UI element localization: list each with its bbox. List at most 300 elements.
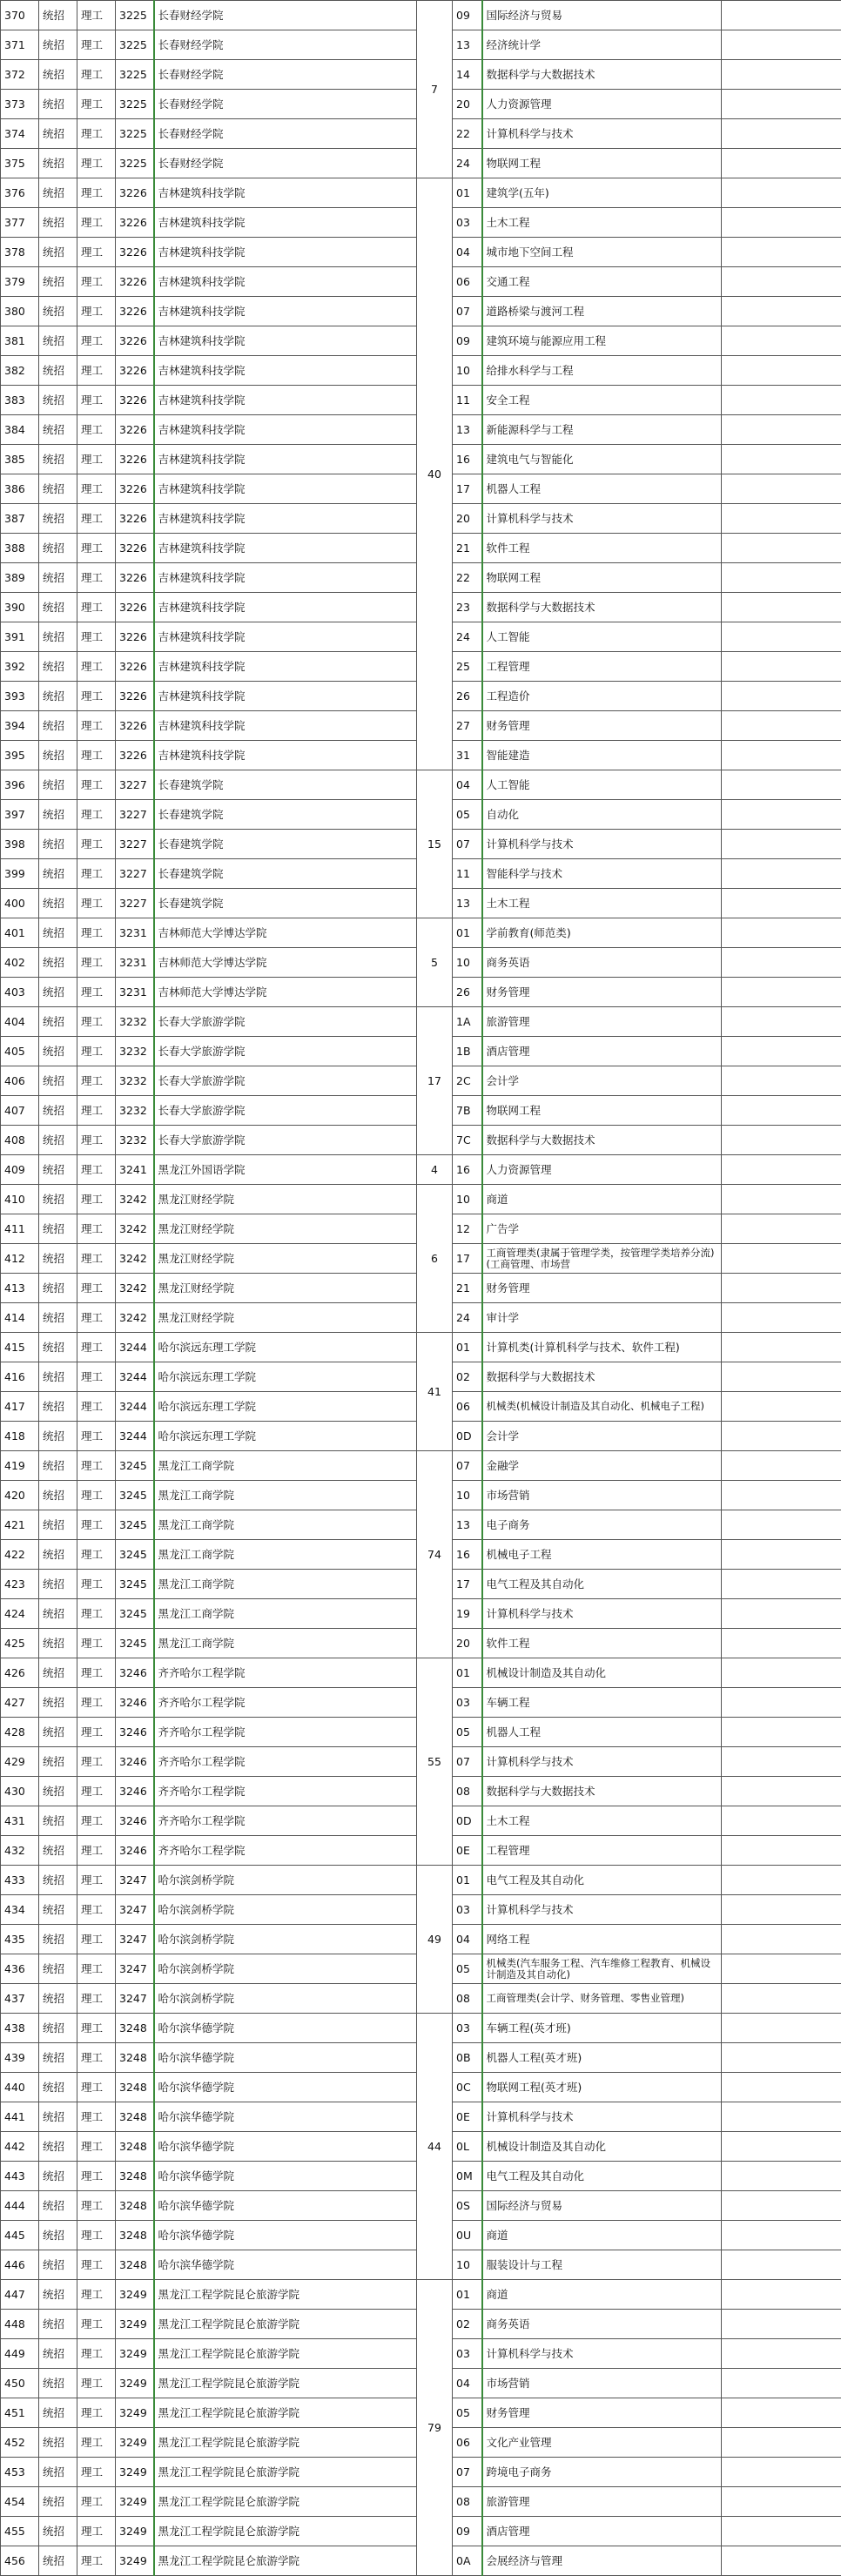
table-row bbox=[1, 1155, 841, 1185]
school-code-cell: 3226 bbox=[116, 622, 154, 652]
major-code-cell: 09 bbox=[453, 1, 482, 30]
school-code-cell: 3226 bbox=[116, 386, 154, 415]
school-code-cell: 3225 bbox=[116, 60, 154, 90]
major-code-cell: 20 bbox=[453, 1629, 482, 1658]
subject-category-cell: 理工 bbox=[77, 534, 116, 563]
enrollment-type-cell: 统招 bbox=[39, 1984, 77, 2014]
school-code-cell: 3226 bbox=[116, 267, 154, 297]
major-code-cell: 20 bbox=[453, 504, 482, 534]
school-name-cell: 黑龙江工商学院 bbox=[154, 1540, 417, 1570]
remarks-cell bbox=[722, 1244, 841, 1274]
major-code-cell: 01 bbox=[453, 2280, 482, 2310]
school-name-cell: 黑龙江工商学院 bbox=[154, 1451, 417, 1481]
remarks-cell bbox=[722, 2428, 841, 2458]
subject-category-cell: 理工 bbox=[77, 2221, 116, 2250]
major-name-cell: 数据科学与大数据技术 bbox=[482, 593, 722, 622]
row-number-cell: 455 bbox=[1, 2517, 39, 2546]
school-name-cell: 黑龙江工商学院 bbox=[154, 1599, 417, 1629]
row-number-cell: 374 bbox=[1, 119, 39, 149]
enrollment-type-cell: 统招 bbox=[39, 2280, 77, 2310]
row-number-cell: 456 bbox=[1, 2546, 39, 2576]
school-name-cell: 齐齐哈尔工程学院 bbox=[154, 1777, 417, 1806]
remarks-cell bbox=[722, 2546, 841, 2576]
school-code-cell: 3248 bbox=[116, 2191, 154, 2221]
school-code-cell: 3246 bbox=[116, 1688, 154, 1718]
subject-category-cell: 理工 bbox=[77, 2339, 116, 2369]
major-name-cell: 酒店管理 bbox=[482, 2517, 722, 2546]
remarks-cell bbox=[722, 2487, 841, 2517]
school-name-cell: 吉林师范大学博达学院 bbox=[154, 978, 417, 1007]
school-name-cell: 哈尔滨华德学院 bbox=[154, 2073, 417, 2102]
school-name-cell: 哈尔滨华德学院 bbox=[154, 2132, 417, 2162]
subject-category-cell: 理工 bbox=[77, 1185, 116, 1214]
subject-category-cell: 理工 bbox=[77, 1, 116, 30]
school-code-cell: 3227 bbox=[116, 859, 154, 889]
row-number-cell: 402 bbox=[1, 948, 39, 978]
major-code-cell: 10 bbox=[453, 1185, 482, 1214]
major-code-cell: 02 bbox=[453, 1362, 482, 1392]
major-code-cell: 21 bbox=[453, 1274, 482, 1303]
school-name-cell: 吉林建筑科技学院 bbox=[154, 534, 417, 563]
row-number-cell: 403 bbox=[1, 978, 39, 1007]
row-number-cell: 449 bbox=[1, 2339, 39, 2369]
school-name-cell: 哈尔滨远东理工学院 bbox=[154, 1392, 417, 1422]
school-code-cell: 3244 bbox=[116, 1333, 154, 1362]
row-number-cell: 379 bbox=[1, 267, 39, 297]
major-code-cell: 03 bbox=[453, 2339, 482, 2369]
major-name-cell: 广告学 bbox=[482, 1214, 722, 1244]
school-name-cell: 哈尔滨华德学院 bbox=[154, 2191, 417, 2221]
subject-category-cell: 理工 bbox=[77, 1362, 116, 1392]
remarks-cell bbox=[722, 1007, 841, 1037]
major-code-cell: 16 bbox=[453, 1540, 482, 1570]
major-code-cell: 07 bbox=[453, 830, 482, 859]
enrollment-type-cell: 统招 bbox=[39, 1451, 77, 1481]
remarks-cell bbox=[722, 415, 841, 445]
remarks-cell bbox=[722, 1451, 841, 1481]
major-name-cell: 经济统计学 bbox=[482, 30, 722, 60]
enrollment-type-cell: 统招 bbox=[39, 534, 77, 563]
major-code-cell: 05 bbox=[453, 1718, 482, 1747]
row-number-cell: 433 bbox=[1, 1866, 39, 1895]
subject-category-cell: 理工 bbox=[77, 1244, 116, 1274]
enrollment-type-cell: 统招 bbox=[39, 1362, 77, 1392]
major-code-cell: 0E bbox=[453, 1836, 482, 1866]
enrollment-type-cell: 统招 bbox=[39, 682, 77, 711]
enrollment-type-cell: 统招 bbox=[39, 1007, 77, 1037]
major-name-cell: 商务英语 bbox=[482, 2310, 722, 2339]
school-name-cell: 哈尔滨华德学院 bbox=[154, 2250, 417, 2280]
row-number-cell: 375 bbox=[1, 149, 39, 178]
major-name-cell: 新能源科学与工程 bbox=[482, 415, 722, 445]
row-number-cell: 391 bbox=[1, 622, 39, 652]
enrollment-type-cell: 统招 bbox=[39, 1895, 77, 1925]
school-name-cell: 齐齐哈尔工程学院 bbox=[154, 1658, 417, 1688]
major-name-cell: 物联网工程 bbox=[482, 149, 722, 178]
subject-category-cell: 理工 bbox=[77, 208, 116, 238]
subject-category-cell: 理工 bbox=[77, 60, 116, 90]
enrollment-type-cell: 统招 bbox=[39, 504, 77, 534]
school-code-cell: 3226 bbox=[116, 415, 154, 445]
row-number-cell: 413 bbox=[1, 1274, 39, 1303]
subject-category-cell: 理工 bbox=[77, 445, 116, 474]
remarks-cell bbox=[722, 2398, 841, 2428]
major-code-cell: 07 bbox=[453, 2458, 482, 2487]
subject-category-cell: 理工 bbox=[77, 30, 116, 60]
row-number-cell: 373 bbox=[1, 90, 39, 119]
major-name-cell: 车辆工程(英才班) bbox=[482, 2014, 722, 2043]
subject-category-cell: 理工 bbox=[77, 1718, 116, 1747]
remarks-cell bbox=[722, 356, 841, 386]
row-number-cell: 398 bbox=[1, 830, 39, 859]
remarks-cell bbox=[722, 1096, 841, 1126]
major-code-cell: 03 bbox=[453, 2014, 482, 2043]
enrollment-type-cell: 统招 bbox=[39, 60, 77, 90]
major-name-cell: 数据科学与大数据技术 bbox=[482, 1362, 722, 1392]
row-number-cell: 441 bbox=[1, 2102, 39, 2132]
school-name-cell: 黑龙江工商学院 bbox=[154, 1481, 417, 1510]
row-number-cell: 393 bbox=[1, 682, 39, 711]
major-code-cell: 0L bbox=[453, 2132, 482, 2162]
remarks-cell bbox=[722, 1836, 841, 1866]
school-name-cell: 齐齐哈尔工程学院 bbox=[154, 1747, 417, 1777]
major-code-cell: 03 bbox=[453, 208, 482, 238]
subject-category-cell: 理工 bbox=[77, 2369, 116, 2398]
major-name-cell: 智能科学与技术 bbox=[482, 859, 722, 889]
remarks-cell bbox=[722, 652, 841, 682]
school-name-cell: 长春大学旅游学院 bbox=[154, 1037, 417, 1066]
enrollment-type-cell: 统招 bbox=[39, 1658, 77, 1688]
enrollment-type-cell: 统招 bbox=[39, 1599, 77, 1629]
subject-category-cell: 理工 bbox=[77, 1451, 116, 1481]
subject-category-cell: 理工 bbox=[77, 800, 116, 830]
school-code-cell: 3226 bbox=[116, 593, 154, 622]
enrollment-type-cell: 统招 bbox=[39, 1185, 77, 1214]
school-name-cell: 哈尔滨远东理工学院 bbox=[154, 1422, 417, 1451]
row-number-cell: 415 bbox=[1, 1333, 39, 1362]
enrollment-type-cell: 统招 bbox=[39, 326, 77, 356]
remarks-cell bbox=[722, 2517, 841, 2546]
subject-category-cell: 理工 bbox=[77, 2250, 116, 2280]
school-name-cell: 长春建筑学院 bbox=[154, 800, 417, 830]
row-number-cell: 389 bbox=[1, 563, 39, 593]
enrollment-type-cell: 统招 bbox=[39, 1096, 77, 1126]
subject-category-cell: 理工 bbox=[77, 1037, 116, 1066]
row-number-cell: 401 bbox=[1, 918, 39, 948]
remarks-cell bbox=[722, 1866, 841, 1895]
enrollment-type-cell: 统招 bbox=[39, 563, 77, 593]
major-code-cell: 25 bbox=[453, 652, 482, 682]
enrollment-type-cell: 统招 bbox=[39, 238, 77, 267]
row-number-cell: 386 bbox=[1, 474, 39, 504]
enrollment-type-cell: 统招 bbox=[39, 622, 77, 652]
school-code-cell: 3245 bbox=[116, 1540, 154, 1570]
remarks-cell bbox=[722, 30, 841, 60]
major-code-cell: 04 bbox=[453, 1925, 482, 1954]
enrollment-type-cell: 统招 bbox=[39, 2014, 77, 2043]
major-code-cell: 24 bbox=[453, 622, 482, 652]
major-name-cell: 电气工程及其自动化 bbox=[482, 1570, 722, 1599]
enrollment-type-cell: 统招 bbox=[39, 2546, 77, 2576]
school-code-cell: 3248 bbox=[116, 2221, 154, 2250]
row-number-cell: 392 bbox=[1, 652, 39, 682]
subject-category-cell: 理工 bbox=[77, 741, 116, 770]
remarks-cell bbox=[722, 1777, 841, 1806]
major-name-cell: 计算机科学与技术 bbox=[482, 1747, 722, 1777]
school-name-cell: 吉林建筑科技学院 bbox=[154, 445, 417, 474]
school-code-cell: 3242 bbox=[116, 1185, 154, 1214]
row-number-cell: 452 bbox=[1, 2428, 39, 2458]
major-name-cell: 计算机科学与技术 bbox=[482, 504, 722, 534]
remarks-cell bbox=[722, 741, 841, 770]
school-code-cell: 3242 bbox=[116, 1303, 154, 1333]
school-code-cell: 3248 bbox=[116, 2132, 154, 2162]
table-row bbox=[1, 1658, 841, 1688]
subject-category-cell: 理工 bbox=[77, 2428, 116, 2458]
enrollment-type-cell: 统招 bbox=[39, 741, 77, 770]
major-name-cell: 电子商务 bbox=[482, 1510, 722, 1540]
school-name-cell: 黑龙江工程学院昆仑旅游学院 bbox=[154, 2280, 417, 2310]
school-name-cell: 哈尔滨剑桥学院 bbox=[154, 1984, 417, 2014]
row-number-cell: 427 bbox=[1, 1688, 39, 1718]
school-code-cell: 3226 bbox=[116, 534, 154, 563]
remarks-cell bbox=[722, 297, 841, 326]
major-code-cell: 0D bbox=[453, 1806, 482, 1836]
remarks-cell bbox=[722, 474, 841, 504]
major-name-cell: 商道 bbox=[482, 2221, 722, 2250]
school-code-cell: 3245 bbox=[116, 1451, 154, 1481]
major-code-cell: 12 bbox=[453, 1214, 482, 1244]
row-number-cell: 424 bbox=[1, 1599, 39, 1629]
major-name-cell: 计算机科学与技术 bbox=[482, 1599, 722, 1629]
remarks-cell bbox=[722, 149, 841, 178]
major-code-cell: 16 bbox=[453, 445, 482, 474]
enrollment-type-cell: 统招 bbox=[39, 2428, 77, 2458]
enrollment-type-cell: 统招 bbox=[39, 1806, 77, 1836]
row-number-cell: 423 bbox=[1, 1570, 39, 1599]
remarks-cell bbox=[722, 1718, 841, 1747]
enrollment-type-cell: 统招 bbox=[39, 918, 77, 948]
school-name-cell: 哈尔滨远东理工学院 bbox=[154, 1362, 417, 1392]
school-name-cell: 齐齐哈尔工程学院 bbox=[154, 1688, 417, 1718]
enrollment-type-cell: 统招 bbox=[39, 859, 77, 889]
major-code-cell: 10 bbox=[453, 1481, 482, 1510]
major-code-cell: 17 bbox=[453, 474, 482, 504]
school-name-cell: 哈尔滨华德学院 bbox=[154, 2221, 417, 2250]
remarks-cell bbox=[722, 1806, 841, 1836]
school-code-cell: 3226 bbox=[116, 682, 154, 711]
table-row bbox=[1, 1185, 841, 1214]
subject-category-cell: 理工 bbox=[77, 1658, 116, 1688]
school-code-cell: 3226 bbox=[116, 178, 154, 208]
remarks-cell bbox=[722, 267, 841, 297]
enrollment-type-cell: 统招 bbox=[39, 1333, 77, 1362]
subject-category-cell: 理工 bbox=[77, 978, 116, 1007]
enrollment-type-cell: 统招 bbox=[39, 2073, 77, 2102]
school-code-cell: 3248 bbox=[116, 2250, 154, 2280]
row-number-cell: 380 bbox=[1, 297, 39, 326]
subject-category-cell: 理工 bbox=[77, 1836, 116, 1866]
enrollment-type-cell: 统招 bbox=[39, 445, 77, 474]
school-code-cell: 3227 bbox=[116, 830, 154, 859]
row-number-cell: 448 bbox=[1, 2310, 39, 2339]
school-name-cell: 哈尔滨华德学院 bbox=[154, 2162, 417, 2191]
table-body bbox=[1, 1, 841, 2576]
major-code-cell: 03 bbox=[453, 1895, 482, 1925]
row-number-cell: 436 bbox=[1, 1954, 39, 1984]
school-code-cell: 3231 bbox=[116, 948, 154, 978]
school-code-cell: 3227 bbox=[116, 770, 154, 800]
school-name-cell: 哈尔滨剑桥学院 bbox=[154, 1866, 417, 1895]
remarks-cell bbox=[722, 386, 841, 415]
enrollment-type-cell: 统招 bbox=[39, 2132, 77, 2162]
major-code-cell: 24 bbox=[453, 1303, 482, 1333]
plan-count-cell: 79 bbox=[417, 2280, 453, 2576]
school-code-cell: 3246 bbox=[116, 1806, 154, 1836]
enrollment-type-cell: 统招 bbox=[39, 1244, 77, 1274]
major-code-cell: 11 bbox=[453, 386, 482, 415]
subject-category-cell: 理工 bbox=[77, 859, 116, 889]
enrollment-type-cell: 统招 bbox=[39, 1155, 77, 1185]
major-code-cell: 01 bbox=[453, 1658, 482, 1688]
major-code-cell: 17 bbox=[453, 1244, 482, 1274]
remarks-cell bbox=[722, 859, 841, 889]
enrollment-type-cell: 统招 bbox=[39, 1570, 77, 1599]
subject-category-cell: 理工 bbox=[77, 2458, 116, 2487]
subject-category-cell: 理工 bbox=[77, 1866, 116, 1895]
enrollment-type-cell: 统招 bbox=[39, 652, 77, 682]
major-code-cell: 26 bbox=[453, 978, 482, 1007]
remarks-cell bbox=[722, 2250, 841, 2280]
remarks-cell bbox=[722, 1658, 841, 1688]
enrollment-type-cell: 统招 bbox=[39, 1303, 77, 1333]
major-name-cell: 土木工程 bbox=[482, 1806, 722, 1836]
remarks-cell bbox=[722, 711, 841, 741]
major-code-cell: 17 bbox=[453, 1570, 482, 1599]
school-name-cell: 长春建筑学院 bbox=[154, 770, 417, 800]
subject-category-cell: 理工 bbox=[77, 1274, 116, 1303]
row-number-cell: 382 bbox=[1, 356, 39, 386]
major-name-cell: 机械类(机械设计制造及其自动化、机械电子工程) bbox=[482, 1392, 722, 1422]
plan-count-cell: 44 bbox=[417, 2014, 453, 2280]
enrollment-type-cell: 统招 bbox=[39, 90, 77, 119]
major-name-cell: 交通工程 bbox=[482, 267, 722, 297]
school-name-cell: 黑龙江财经学院 bbox=[154, 1244, 417, 1274]
remarks-cell bbox=[722, 2458, 841, 2487]
subject-category-cell: 理工 bbox=[77, 1333, 116, 1362]
remarks-cell bbox=[722, 1895, 841, 1925]
plan-count-cell: 49 bbox=[417, 1866, 453, 2014]
school-code-cell: 3227 bbox=[116, 889, 154, 918]
major-name-cell: 土木工程 bbox=[482, 889, 722, 918]
major-name-cell: 财务管理 bbox=[482, 2398, 722, 2428]
school-name-cell: 齐齐哈尔工程学院 bbox=[154, 1836, 417, 1866]
major-code-cell: 0D bbox=[453, 1422, 482, 1451]
row-number-cell: 430 bbox=[1, 1777, 39, 1806]
subject-category-cell: 理工 bbox=[77, 1510, 116, 1540]
school-name-cell: 吉林建筑科技学院 bbox=[154, 652, 417, 682]
school-name-cell: 黑龙江工程学院昆仑旅游学院 bbox=[154, 2428, 417, 2458]
major-name-cell: 机械类(汽车服务工程、汽车维修工程教育、机械设计制造及其自动化) bbox=[482, 1954, 722, 1984]
school-code-cell: 3245 bbox=[116, 1510, 154, 1540]
subject-category-cell: 理工 bbox=[77, 652, 116, 682]
major-name-cell: 国际经济与贸易 bbox=[482, 1, 722, 30]
plan-count-cell: 4 bbox=[417, 1155, 453, 1185]
school-code-cell: 3232 bbox=[116, 1096, 154, 1126]
major-code-cell: 07 bbox=[453, 1747, 482, 1777]
major-code-cell: 21 bbox=[453, 534, 482, 563]
major-code-cell: 13 bbox=[453, 415, 482, 445]
plan-count-cell: 7 bbox=[417, 1, 453, 178]
subject-category-cell: 理工 bbox=[77, 711, 116, 741]
subject-category-cell: 理工 bbox=[77, 2280, 116, 2310]
school-name-cell: 黑龙江工程学院昆仑旅游学院 bbox=[154, 2517, 417, 2546]
enrollment-type-cell: 统招 bbox=[39, 2102, 77, 2132]
major-name-cell: 土木工程 bbox=[482, 208, 722, 238]
row-number-cell: 411 bbox=[1, 1214, 39, 1244]
remarks-cell bbox=[722, 1747, 841, 1777]
remarks-cell bbox=[722, 1066, 841, 1096]
major-code-cell: 26 bbox=[453, 682, 482, 711]
major-code-cell: 06 bbox=[453, 2428, 482, 2458]
school-code-cell: 3225 bbox=[116, 119, 154, 149]
major-name-cell: 人工智能 bbox=[482, 770, 722, 800]
plan-count-cell: 15 bbox=[417, 770, 453, 918]
school-code-cell: 3247 bbox=[116, 1984, 154, 2014]
major-name-cell: 人力资源管理 bbox=[482, 1155, 722, 1185]
major-name-cell: 计算机科学与技术 bbox=[482, 119, 722, 149]
major-name-cell: 财务管理 bbox=[482, 1274, 722, 1303]
school-code-cell: 3249 bbox=[116, 2517, 154, 2546]
major-code-cell: 13 bbox=[453, 30, 482, 60]
remarks-cell bbox=[722, 1688, 841, 1718]
school-code-cell: 3249 bbox=[116, 2398, 154, 2428]
enrollment-type-cell: 统招 bbox=[39, 2310, 77, 2339]
row-number-cell: 432 bbox=[1, 1836, 39, 1866]
remarks-cell bbox=[722, 593, 841, 622]
major-name-cell: 计算机科学与技术 bbox=[482, 2339, 722, 2369]
major-name-cell: 数据科学与大数据技术 bbox=[482, 1777, 722, 1806]
school-code-cell: 3226 bbox=[116, 445, 154, 474]
major-code-cell: 0A bbox=[453, 2546, 482, 2576]
enrollment-type-cell: 统招 bbox=[39, 149, 77, 178]
subject-category-cell: 理工 bbox=[77, 2014, 116, 2043]
major-code-cell: 01 bbox=[453, 178, 482, 208]
major-name-cell: 会计学 bbox=[482, 1066, 722, 1096]
major-name-cell: 物联网工程 bbox=[482, 1096, 722, 1126]
remarks-cell bbox=[722, 2310, 841, 2339]
enrollment-type-cell: 统招 bbox=[39, 1836, 77, 1866]
major-name-cell: 学前教育(师范类) bbox=[482, 918, 722, 948]
major-code-cell: 10 bbox=[453, 356, 482, 386]
remarks-cell bbox=[722, 534, 841, 563]
remarks-cell bbox=[722, 622, 841, 652]
school-name-cell: 吉林建筑科技学院 bbox=[154, 504, 417, 534]
remarks-cell bbox=[722, 1984, 841, 2014]
major-name-cell: 机器人工程 bbox=[482, 1718, 722, 1747]
school-code-cell: 3246 bbox=[116, 1658, 154, 1688]
subject-category-cell: 理工 bbox=[77, 386, 116, 415]
school-code-cell: 3246 bbox=[116, 1747, 154, 1777]
school-name-cell: 长春大学旅游学院 bbox=[154, 1007, 417, 1037]
row-number-cell: 385 bbox=[1, 445, 39, 474]
row-number-cell: 453 bbox=[1, 2458, 39, 2487]
school-name-cell: 吉林建筑科技学院 bbox=[154, 208, 417, 238]
school-code-cell: 3226 bbox=[116, 356, 154, 386]
major-code-cell: 05 bbox=[453, 2398, 482, 2428]
school-code-cell: 3249 bbox=[116, 2546, 154, 2576]
enrollment-type-cell: 统招 bbox=[39, 1777, 77, 1806]
